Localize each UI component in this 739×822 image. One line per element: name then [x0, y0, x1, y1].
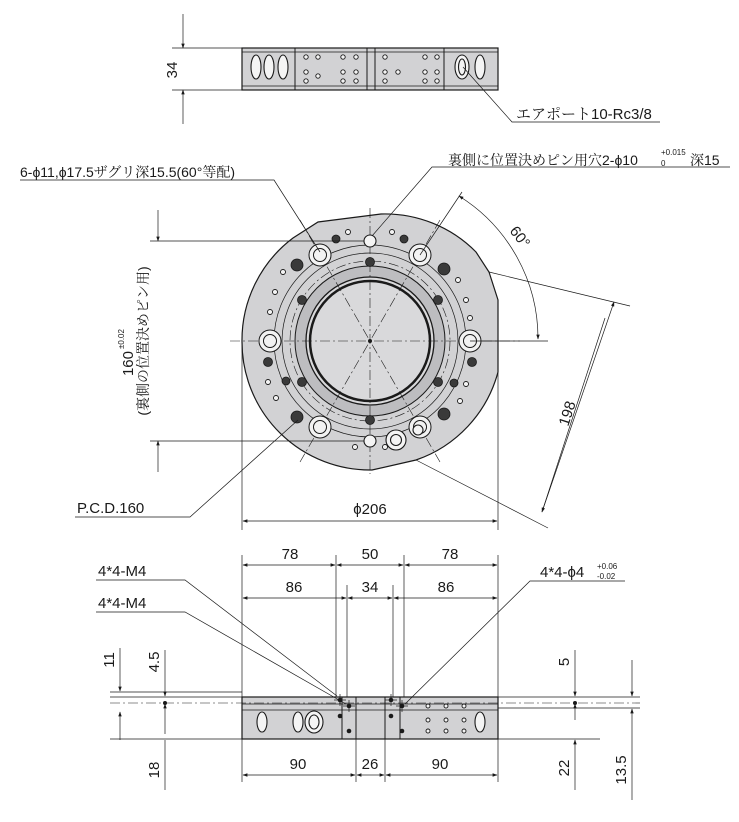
diameter-206-label: ϕ206 [353, 501, 387, 518]
pin4-tol-upper: +0.06 [597, 562, 618, 571]
dim-left-11: 11 [101, 652, 118, 668]
dim-right-5: 5 [556, 657, 573, 667]
bottom-side-view [110, 694, 640, 739]
m4-upper-label: 4*4-M4 [98, 563, 147, 580]
dim-bottom-26: 26 [361, 756, 379, 773]
dim-bottom-90-left: 90 [289, 756, 307, 773]
bottom-dimensions [96, 546, 640, 800]
pin4-label: 4*4-ϕ4 [540, 564, 585, 581]
pin-hole-tol-upper: +0.015 [661, 148, 686, 157]
pin-pitch-tolerance: ±0.02 [117, 329, 126, 349]
dim-second-86-right: 86 [437, 579, 455, 596]
dim-right-13-5: 13.5 [613, 755, 630, 785]
counterbore-label: 6-ϕ11,ϕ17.5ザグリ深15.5(60°等配) [20, 164, 235, 180]
dim-second-86-left: 86 [285, 579, 303, 596]
dim-top-50: 50 [361, 546, 379, 563]
air-port-label: エアポート10-Rc3/8 [516, 106, 652, 123]
dim-second-34: 34 [361, 579, 379, 596]
pin-hole-depth: 深15 [690, 152, 720, 168]
m4-lower-label: 4*4-M4 [98, 595, 147, 612]
across-flats-198-label: 198 [555, 399, 580, 429]
pin-hole-tol-lower: 0 [661, 159, 666, 168]
top-side-view [164, 14, 660, 124]
dim-top-78-left: 78 [281, 546, 299, 563]
dim-left-4-5: 4.5 [146, 651, 163, 673]
angle-60-label: 60° [505, 223, 534, 252]
pin-pitch-160-label: 160 [120, 351, 137, 377]
dim-right-22: 22 [556, 759, 573, 777]
pin-hole-label: 裏側に位置決めピン用穴2-ϕ10 [448, 152, 638, 168]
dim-left-18: 18 [146, 761, 163, 779]
dim-bottom-90-right: 90 [431, 756, 449, 773]
pin-pitch-note: (裏側の位置決めピン用) [135, 266, 151, 416]
pcd-label: P.C.D.160 [77, 500, 145, 517]
height-34-label: 34 [164, 61, 181, 79]
dim-top-78-right: 78 [441, 546, 459, 563]
pin4-tol-lower: -0.02 [597, 572, 616, 581]
